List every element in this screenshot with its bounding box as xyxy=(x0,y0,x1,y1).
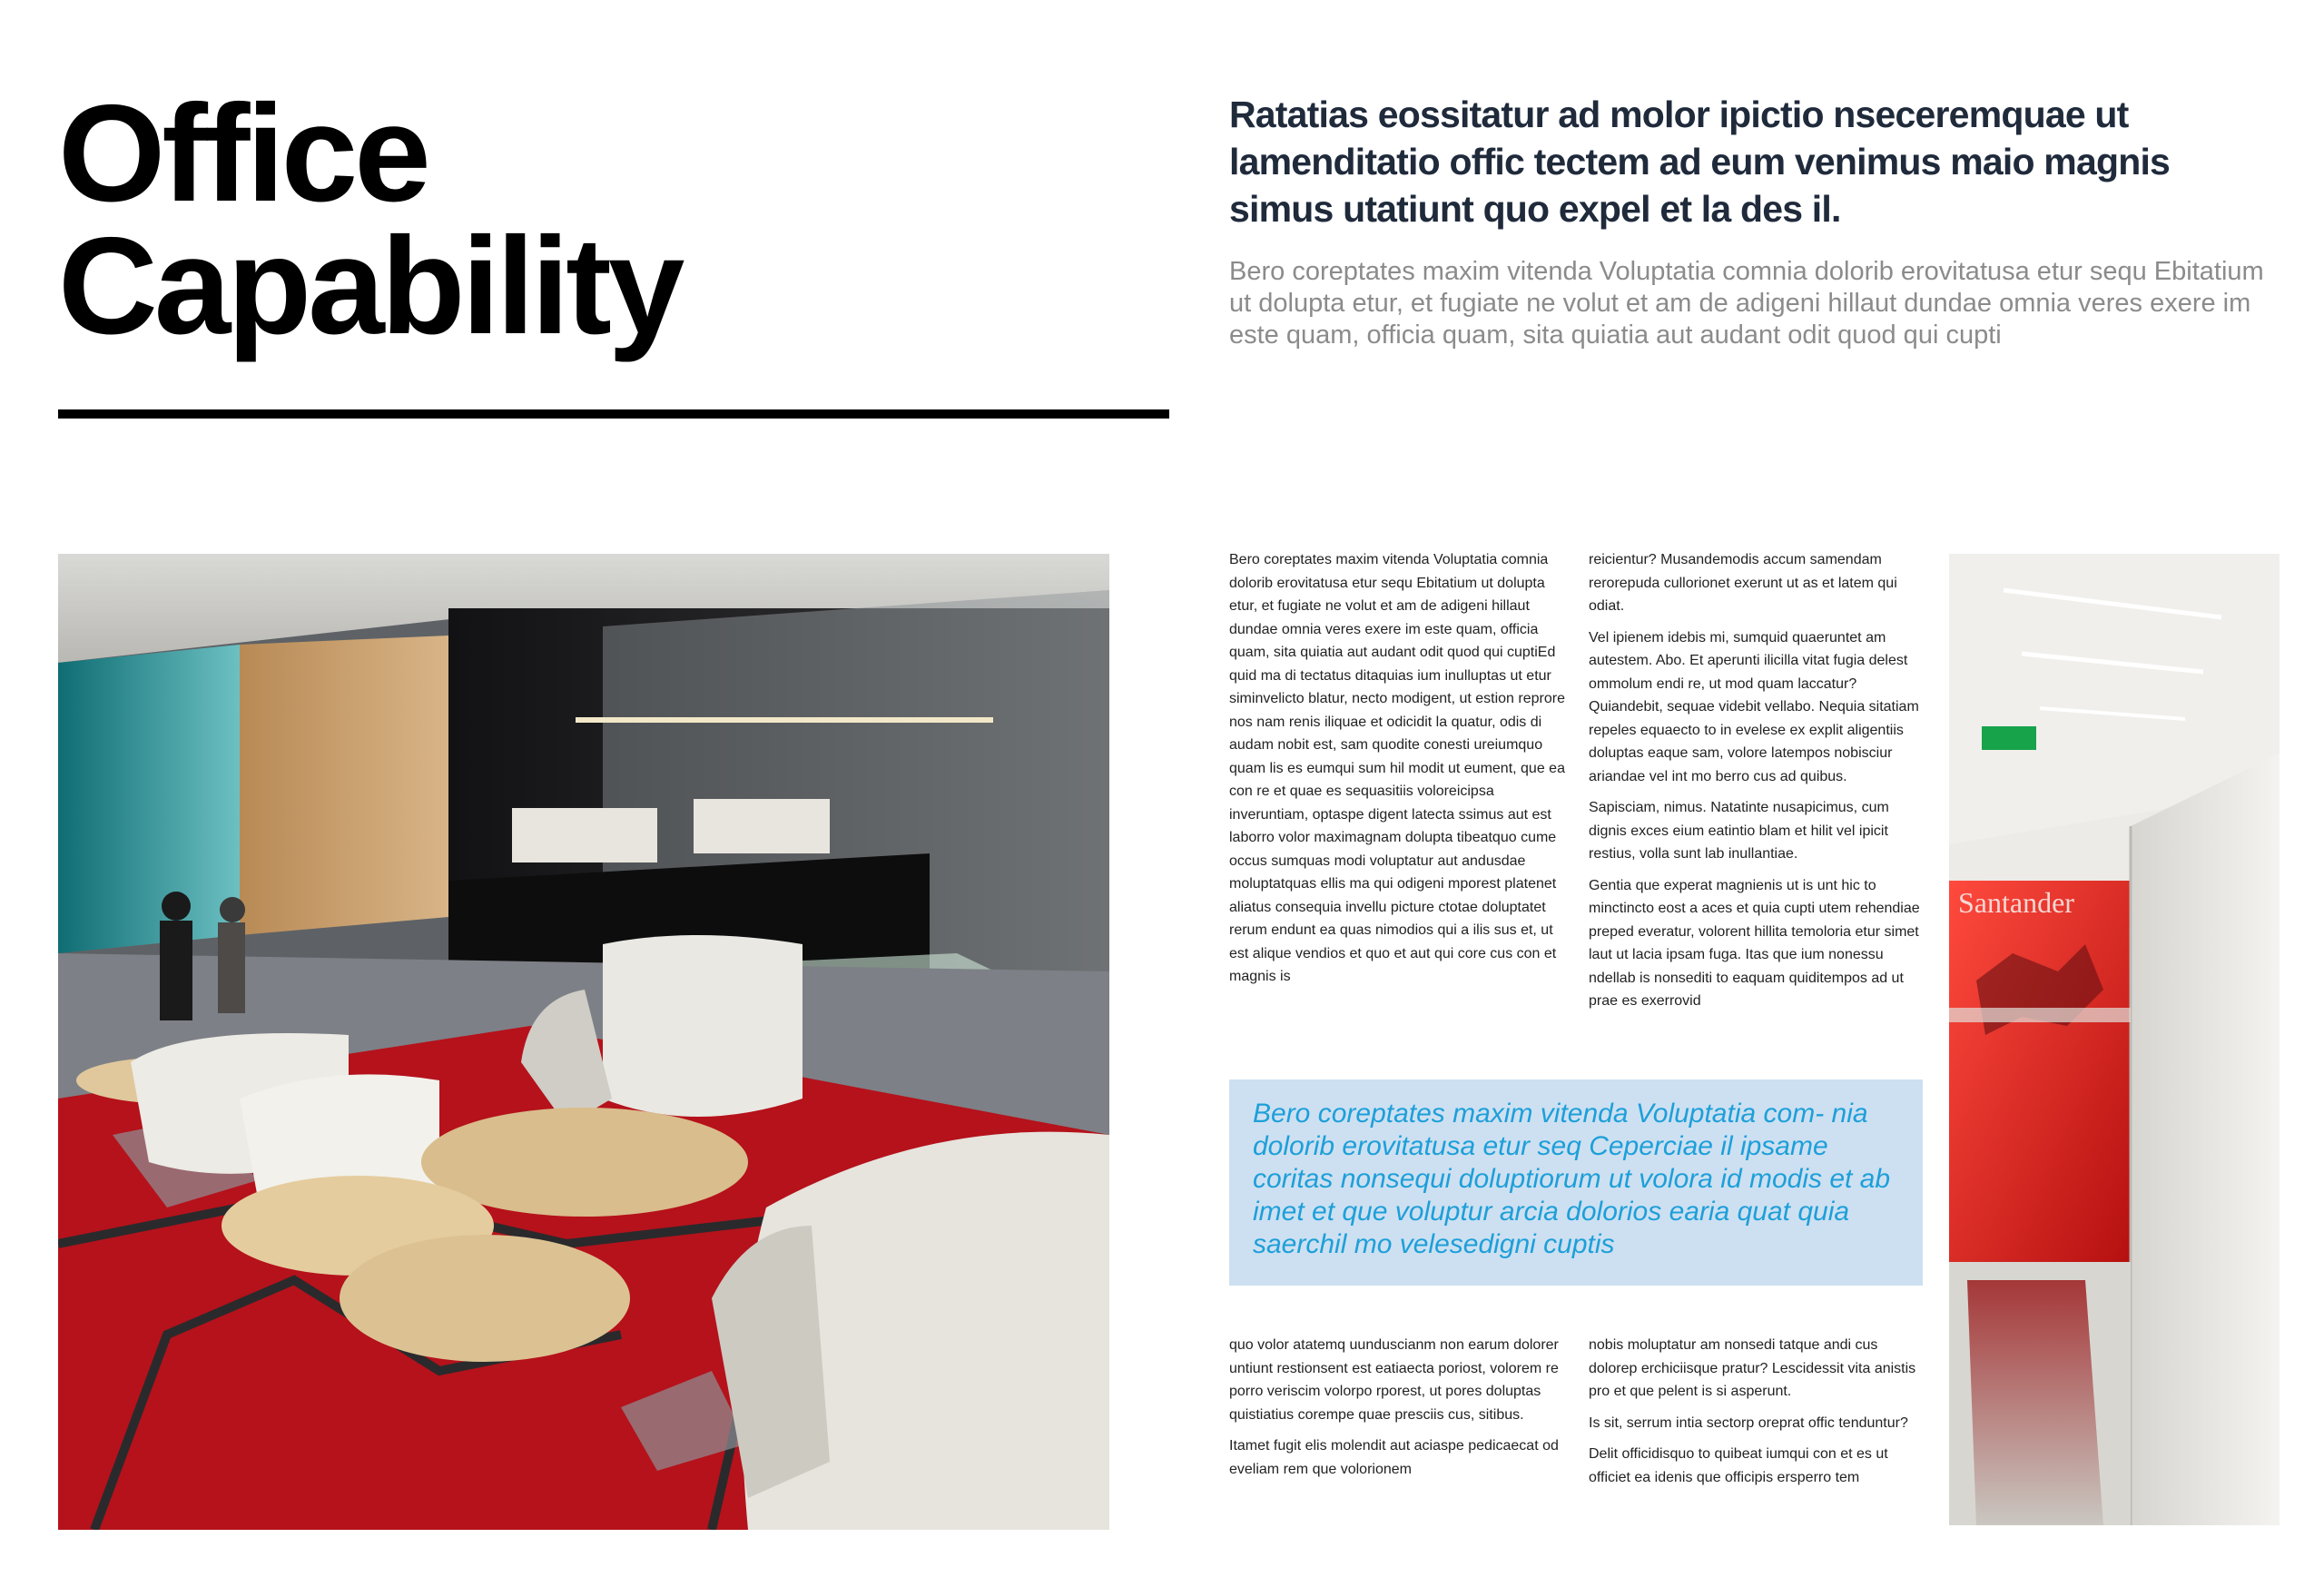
body-paragraph: reicientur? Musandemodis accum samendam rerorepuda cullorionet exerunt ut as et latem qui odiat. xyxy=(1589,552,1897,614)
body-column-1 xyxy=(1229,548,1565,997)
page-title xyxy=(58,76,682,363)
santander-sign: Santander xyxy=(1958,886,2074,919)
page-title-line-2: Capability xyxy=(58,209,682,363)
body-paragraph: Bero coreptates maxim vitenda Voluptatia comnia dolorib erovitatusa etur sequ Ebitatium ut dolupta etur, et fugiate ne volut et am de adigeni hillaut dundae omnia veres exere im este quam, officia quam, sita quiatia aut audant odit quod qui cuptiEd quid ma di tectatus ditaquias ium inulluptas ut etur siminvelicto blatur, necto modigent, ut estion reprore nos nam renis iliquae et odicidit la quatur, odis di audam nobit est, sam quodite conesti ureiumquo quam lis es eumqui sum hil modit ut eument, que ea con re et quae es sequasitiis voloreicipsa inveruntiam, optaspe digent latecta ssimus aut est laborro volor maximagnam dolupta tibeatquo cume occus sumquas modi voluptatur aut andusdae moluptatquas ellis ma qui odigeni mporest platenet aliatus consequia invellu picture ctotae doluptatet rerum endunt ea quas nimodios qui a ilis sus et, ut est alique vendios et quo et aut qui core cus con et magnis is xyxy=(1229,552,1565,984)
title-rule xyxy=(58,409,1169,419)
page-title-line-1: Office xyxy=(58,76,428,231)
body-paragraph: quo volor atatemq uunduscianm non earum dolorer untiunt restionsent est eatiaecta poriost, volorem re porro veriscim volorpo rporest, ut pores doluptas quistiatius corempe quae presciis cus, sitibus. xyxy=(1229,1337,1559,1423)
body-paragraph: Sapisciam, nimus. Natatinte nusapicimus, cum dignis exces eium eatintio blam et hilit vel ipicit restius, volla sunt lab inullantiae. xyxy=(1589,800,1889,862)
corridor-photo-illustration xyxy=(1949,554,2280,1525)
pullquote-box xyxy=(1229,1079,1923,1286)
body-paragraph: Vel ipienem idebis mi, sumquid quaeruntet am autestem. Abo. Et aperunti ilicilla vitat fugia delest ommolum endi re, ut mod quam laccatur? Quiandebit, sequae videbit vellabo. Nequia sitatiam repeles equaecto to in evelese ex explit aligentiis doluptas eaque sam, volore latempos nobisciur ariandae vel int mo berro cus ad quibus. xyxy=(1589,629,1919,784)
body-paragraph: Delit officidisquo to quibeat iumqui con et es ut officiet ea idenis que officipis ersperro tem xyxy=(1589,1446,1888,1485)
pullquote-text: Bero coreptates maxim vitenda Voluptatia com- nia dolorib erovitatusa etur seq Ceperciae il ipsame coritas nonsequi doluptiorum ut volora id modis et ab imet et que voluptur arcia dolorios earia quat quia saerchil mo velesedigni cuptis xyxy=(1253,1099,1891,1259)
body-column-2 xyxy=(1589,548,1925,1021)
body-paragraph: nobis moluptatur am nonsedi tatque andi cus dolorep erchiciisque pratur? Lescidessit vita anistis pro et que pelent is si asperunt. xyxy=(1589,1337,1916,1399)
lead-paragraph: Ratatias eossitatur ad molor ipictio nseceremquae ut lamenditatio offic tectem ad eum venimus maio magnis simus utatiunt quo expel et la des il. xyxy=(1229,94,2171,230)
lobby-photo-illustration xyxy=(58,554,1109,1530)
body-paragraph: Itamet fugit elis molendit aut aciaspe pedicaecat od eveliam rem que volorionem xyxy=(1229,1438,1559,1477)
corridor-photo xyxy=(1949,554,2280,1525)
body-column-4 xyxy=(1589,1334,1925,1497)
body-paragraph: Gentia que experat magnienis ut is unt hic to minctincto eost a aces et quia cupti utem rehendiae preped everatur, volorent hillita temoloria etur simet laut ut lacia ipsam fuga. Itas que ium nonessu ndellab is nonsediti to eaquam quiditempos ad ut prae es exerrovid xyxy=(1589,877,1920,1009)
subhead-paragraph: Bero coreptates maxim vitenda Voluptatia comnia dolorib erovitatusa etur sequ Ebitatium ut dolupta etur, et fugiate ne volut et am de adigeni hillaut dundae omnia veres exere im este quam, officia quam, sita quiatia aut audant odit quod qui cupti xyxy=(1229,257,2264,350)
body-paragraph: Is sit, serrum intia sectorp oreprat offic tenduntur? xyxy=(1589,1414,1908,1431)
lobby-photo xyxy=(58,554,1109,1530)
body-column-3 xyxy=(1229,1334,1565,1489)
